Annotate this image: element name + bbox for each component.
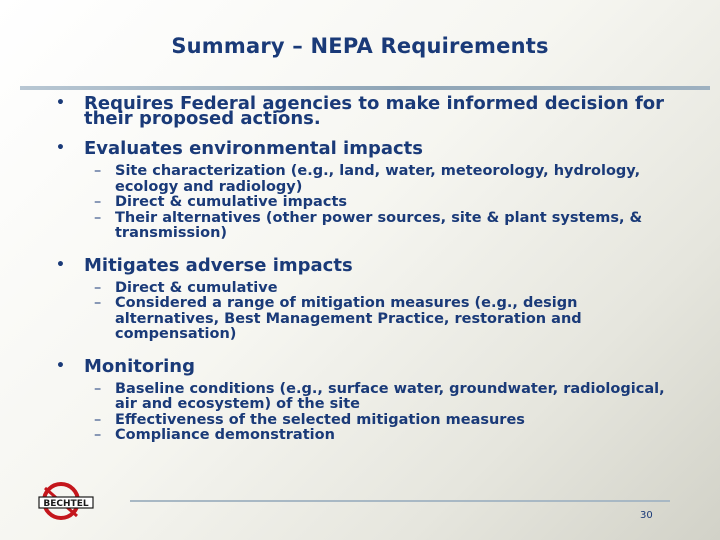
sub-text: Compliance demonstration — [115, 427, 335, 443]
logo-wordmark: BECHTEL — [43, 499, 89, 509]
sub-marker: – — [94, 427, 102, 443]
sub-marker: – — [94, 380, 102, 397]
bullet-text: Requires Federal agencies to make informed decision for their proposed actions. — [84, 93, 665, 129]
sub-text: Baseline conditions (e.g., surface water, groundwater, radiological, air and ecosystem) of the site — [115, 380, 665, 412]
sub-item — [55, 195, 675, 211]
slide-title: Summary – NEPA Requirements — [171, 34, 549, 58]
sub-marker: – — [94, 411, 102, 428]
bullet-marker: • — [56, 256, 65, 273]
sub-text: Direct & cumulative impacts — [115, 194, 347, 210]
footer-divider — [130, 500, 670, 502]
sub-text: Effectiveness of the selected mitigation measures — [115, 411, 525, 428]
bullet-item — [55, 93, 675, 129]
sub-item — [55, 428, 675, 444]
sub-item — [55, 164, 675, 195]
sub-item — [55, 382, 675, 413]
sub-item — [55, 413, 675, 429]
sub-marker: – — [94, 194, 102, 210]
bullet-marker: • — [56, 357, 65, 374]
bullet-text: Monitoring — [84, 355, 195, 377]
sub-marker: – — [94, 279, 102, 296]
bullet-item — [55, 355, 675, 377]
sub-text: Considered a range of mitigation measures (e.g., design alternatives, Best Management Practice, restoration and compensation) — [115, 295, 582, 342]
sub-text: Their alternatives (other power sources, site & plant systems, & transmission) — [115, 209, 643, 241]
bechtel-logo-icon — [37, 480, 95, 522]
sub-text: Site characterization (e.g., land, water, meteorology, hydrology, ecology and radiology) — [115, 163, 641, 195]
bullet-list — [55, 93, 675, 444]
bullet-text: Evaluates environmental impacts — [84, 138, 423, 159]
bullet-marker: • — [56, 140, 65, 156]
sub-marker: – — [94, 163, 102, 179]
sub-text: Direct & cumulative — [115, 279, 278, 296]
sub-item — [55, 296, 675, 343]
title-divider — [20, 86, 710, 90]
page-number: 30 — [640, 510, 653, 521]
sub-marker: – — [94, 295, 102, 311]
bullet-item — [55, 254, 675, 276]
bullet-text: Mitigates adverse impacts — [84, 254, 353, 276]
bullet-item — [55, 138, 675, 159]
sub-item — [55, 281, 675, 297]
sub-item — [55, 211, 675, 242]
bullet-marker: • — [56, 95, 65, 111]
sub-marker: – — [94, 209, 102, 226]
